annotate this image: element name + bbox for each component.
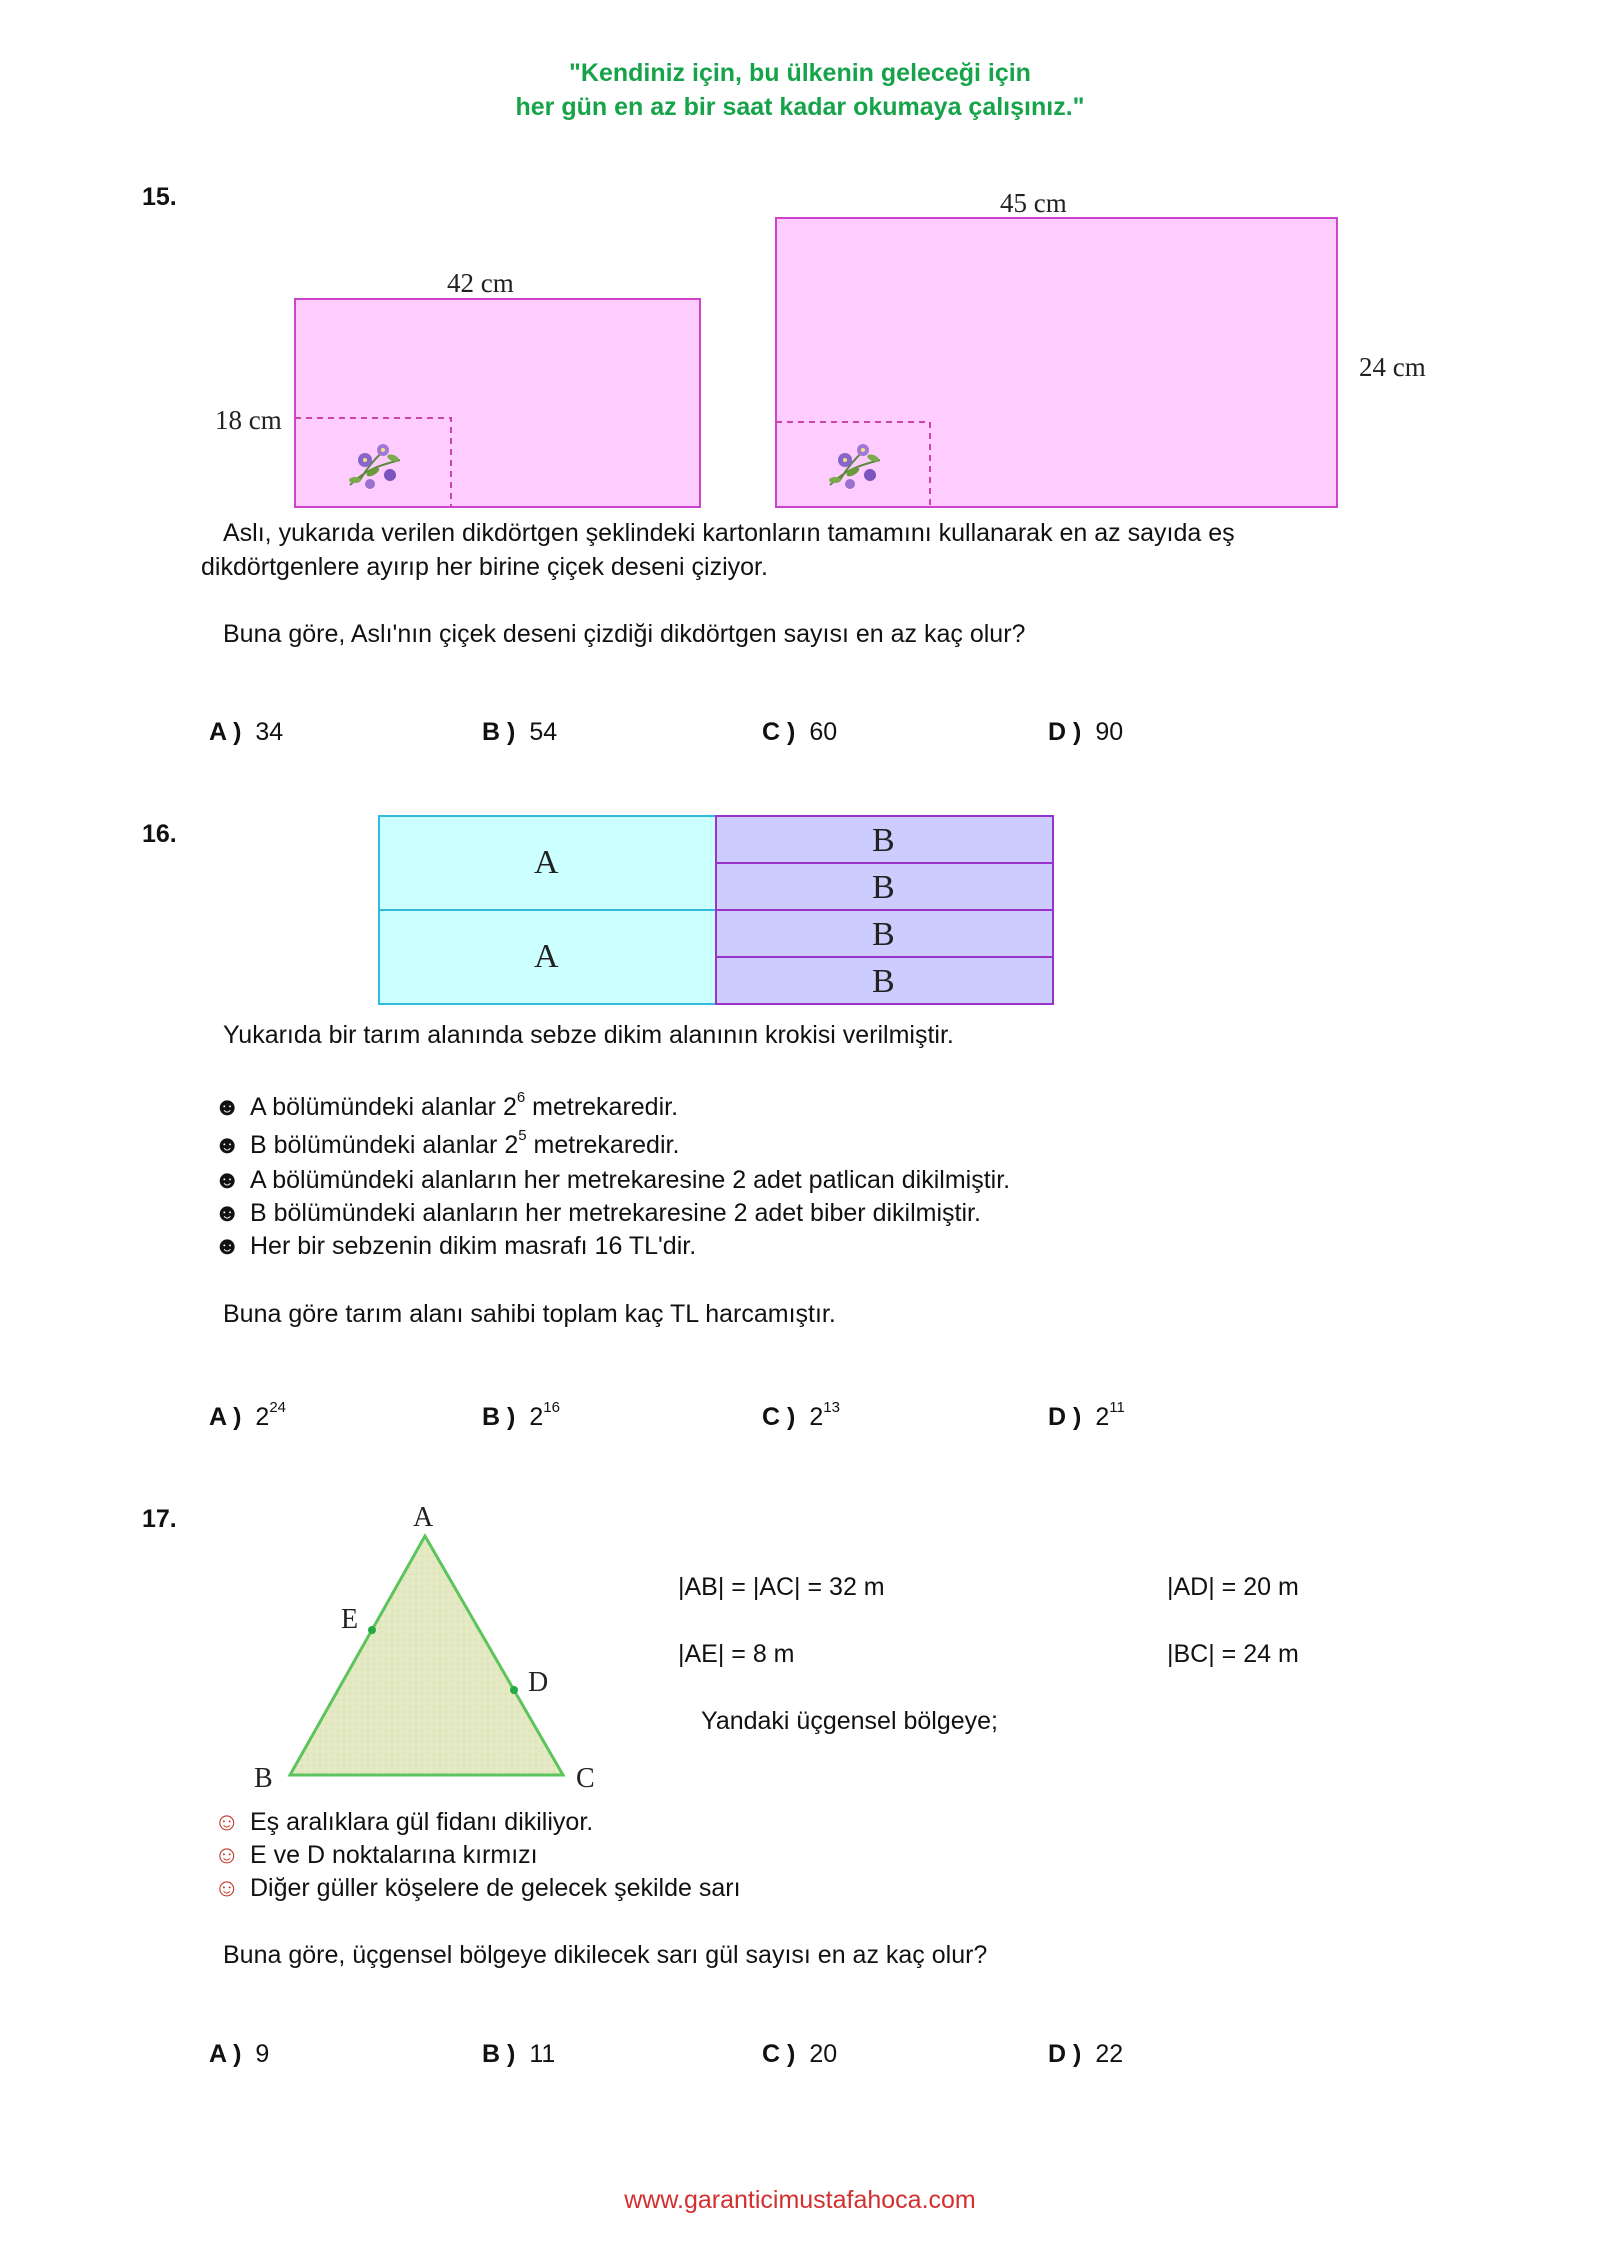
option-letter: D ) [1048, 2040, 1082, 2068]
option-letter: D ) [1048, 1403, 1082, 1431]
option-value: 20 [809, 2040, 838, 2068]
q16-bullet-5 [214, 1229, 696, 1263]
q17-option-a[interactable] [209, 2040, 269, 2069]
q15-label-42: 42 cm [447, 268, 514, 298]
q15-figure [0, 0, 1600, 560]
option-value: 54 [529, 718, 558, 746]
bullet-text: B bölümündeki alanlar 2 [250, 1131, 519, 1159]
option-value: 34 [255, 718, 284, 746]
q16-label-b-1: B [872, 822, 895, 859]
q16-question: Buna göre tarım alanı sahibi toplam kaç TL harcamıştır. [223, 1300, 836, 1328]
option-value: 9 [255, 2040, 270, 2068]
q17-point-d-label: D [528, 1667, 549, 1698]
smiley-outline-icon: ☺ [214, 1808, 240, 1836]
q17-bullet-1 [214, 1805, 593, 1839]
option-letter: D ) [1048, 718, 1082, 746]
q16-label-b-2: B [872, 869, 895, 906]
q17-triangle-figure [0, 1500, 700, 1800]
option-letter: A ) [209, 2040, 242, 2068]
q17-option-d[interactable] [1048, 2040, 1123, 2069]
q15-label-24: 24 cm [1359, 352, 1426, 382]
q17-vertex-b: B [254, 1763, 273, 1794]
exponent: 5 [518, 1126, 527, 1144]
q16-label-a-bottom: A [534, 938, 559, 975]
bullet-text: metrekaredir. [525, 1093, 679, 1121]
smiley-icon: ☻ [214, 1199, 241, 1227]
option-value: 11 [529, 2040, 556, 2068]
smiley-icon: ☻ [214, 1232, 241, 1260]
option-exponent: 16 [543, 1398, 560, 1416]
q16-bullet-2 [214, 1128, 679, 1162]
option-letter: C ) [762, 1403, 796, 1431]
q16-figure [0, 800, 1600, 1020]
q17-triangle [290, 1536, 563, 1775]
q17-option-c[interactable] [762, 2040, 837, 2069]
option-exponent: 11 [1109, 1398, 1125, 1416]
q15-card-large [776, 218, 1337, 507]
option-exponent: 13 [823, 1398, 840, 1416]
option-value: 90 [1095, 718, 1124, 746]
q15-text-line-1: Aslı, yukarıda verilen dikdörtgen şeklindeki kartonların tamamını kullanarak en az sayıda eş [223, 519, 1235, 547]
motto-line-1: "Kendiniz için, bu ülkenin geleceği için [569, 59, 1031, 87]
bullet-text: E ve D noktalarına kırmızı [250, 1841, 538, 1869]
bullet-text: B bölümündeki alanların her metrekaresine 2 adet biber dikilmiştir. [250, 1199, 981, 1227]
option-base: 2 [255, 1403, 270, 1431]
q17-question: Buna göre, üçgensel bölgeye dikilecek sarı gül sayısı en az kaç olur? [223, 1941, 988, 1969]
q17-given-ab-ac: |AB| = |AC| = 32 m [678, 1573, 885, 1601]
question-17-number: 17. [142, 1505, 177, 1533]
q17-point-e [368, 1626, 376, 1634]
q16-label-b-4: B [872, 963, 895, 1000]
footer-url[interactable]: www.garanticimustafahoca.com [624, 2186, 976, 2214]
q16-bullet-4 [214, 1196, 981, 1230]
bullet-text: A bölümündeki alanlar 2 [250, 1093, 517, 1121]
q17-point-d [510, 1686, 518, 1694]
bullet-text: metrekaredir. [526, 1131, 680, 1159]
q17-given-ae: |AE| = 8 m [678, 1640, 795, 1668]
q15-label-45: 45 cm [1000, 188, 1067, 218]
smiley-icon: ☻ [214, 1131, 241, 1159]
q16-label-b-3: B [872, 916, 895, 953]
q17-bullet-3 [214, 1871, 741, 1905]
q16-option-a[interactable] [209, 1398, 286, 1432]
q17-lead: Yandaki üçgensel bölgeye; [701, 1707, 998, 1735]
q15-option-c[interactable] [762, 718, 837, 747]
q15-question: Buna göre, Aslı'nın çiçek deseni çizdiği dikdörtgen sayısı en az kaç olur? [223, 620, 1026, 648]
question-15-number: 15. [142, 183, 177, 211]
q16-intro: Yukarıda bir tarım alanında sebze dikim alanının krokisi verilmiştir. [223, 1021, 954, 1049]
q17-option-b[interactable] [482, 2040, 555, 2069]
option-exponent: 24 [269, 1398, 286, 1416]
option-base: 2 [529, 1403, 544, 1431]
motto-line-2: her gün en az bir saat kadar okumaya çalışınız." [515, 93, 1085, 121]
q15-card-small [295, 299, 700, 507]
q16-option-d[interactable] [1048, 1398, 1125, 1432]
q15-text-line-2: dikdörtgenlere ayırıp her birine çiçek deseni çiziyor. [201, 553, 768, 581]
q17-given-bc: |BC| = 24 m [1167, 1640, 1299, 1668]
q16-bullet-3 [214, 1163, 1010, 1197]
option-letter: C ) [762, 718, 796, 746]
bullet-text: A bölümündeki alanların her metrekaresine 2 adet patlican dikilmiştir. [250, 1166, 1011, 1194]
q17-vertex-c: C [576, 1763, 595, 1794]
q16-label-a-top: A [534, 844, 559, 881]
option-letter: B ) [482, 718, 516, 746]
option-letter: C ) [762, 2040, 796, 2068]
option-letter: A ) [209, 718, 242, 746]
smiley-icon: ☻ [214, 1166, 241, 1194]
bullet-text: Her bir sebzenin dikim masrafı 16 TL'dir. [250, 1232, 697, 1260]
q16-option-c[interactable] [762, 1398, 840, 1432]
q17-bullet-2 [214, 1838, 538, 1872]
q15-option-b[interactable] [482, 718, 557, 747]
smiley-outline-icon: ☺ [214, 1841, 240, 1869]
option-base: 2 [1095, 1403, 1110, 1431]
q15-option-a[interactable] [209, 718, 283, 747]
option-letter: B ) [482, 2040, 516, 2068]
q15-option-d[interactable] [1048, 718, 1123, 747]
option-letter: B ) [482, 1403, 516, 1431]
q15-label-18: 18 cm [215, 405, 282, 435]
q16-option-b[interactable] [482, 1398, 560, 1432]
exponent: 6 [516, 1088, 526, 1106]
q17-point-e-label: E [341, 1604, 359, 1635]
smiley-outline-icon: ☺ [214, 1874, 240, 1902]
smiley-icon: ☻ [214, 1093, 241, 1121]
bullet-text: Diğer güller köşelere de gelecek şekilde sarı [250, 1874, 741, 1902]
option-base: 2 [809, 1403, 824, 1431]
bullet-text: Eş aralıklara gül fidanı dikiliyor. [250, 1808, 594, 1836]
option-value: 22 [1095, 2040, 1124, 2068]
option-letter: A ) [209, 1403, 242, 1431]
q16-bullet-1 [214, 1090, 678, 1124]
question-16-number: 16. [142, 820, 177, 848]
q17-vertex-a: A [413, 1502, 434, 1533]
option-value: 60 [809, 718, 838, 746]
q17-given-ad: |AD| = 20 m [1167, 1573, 1299, 1601]
